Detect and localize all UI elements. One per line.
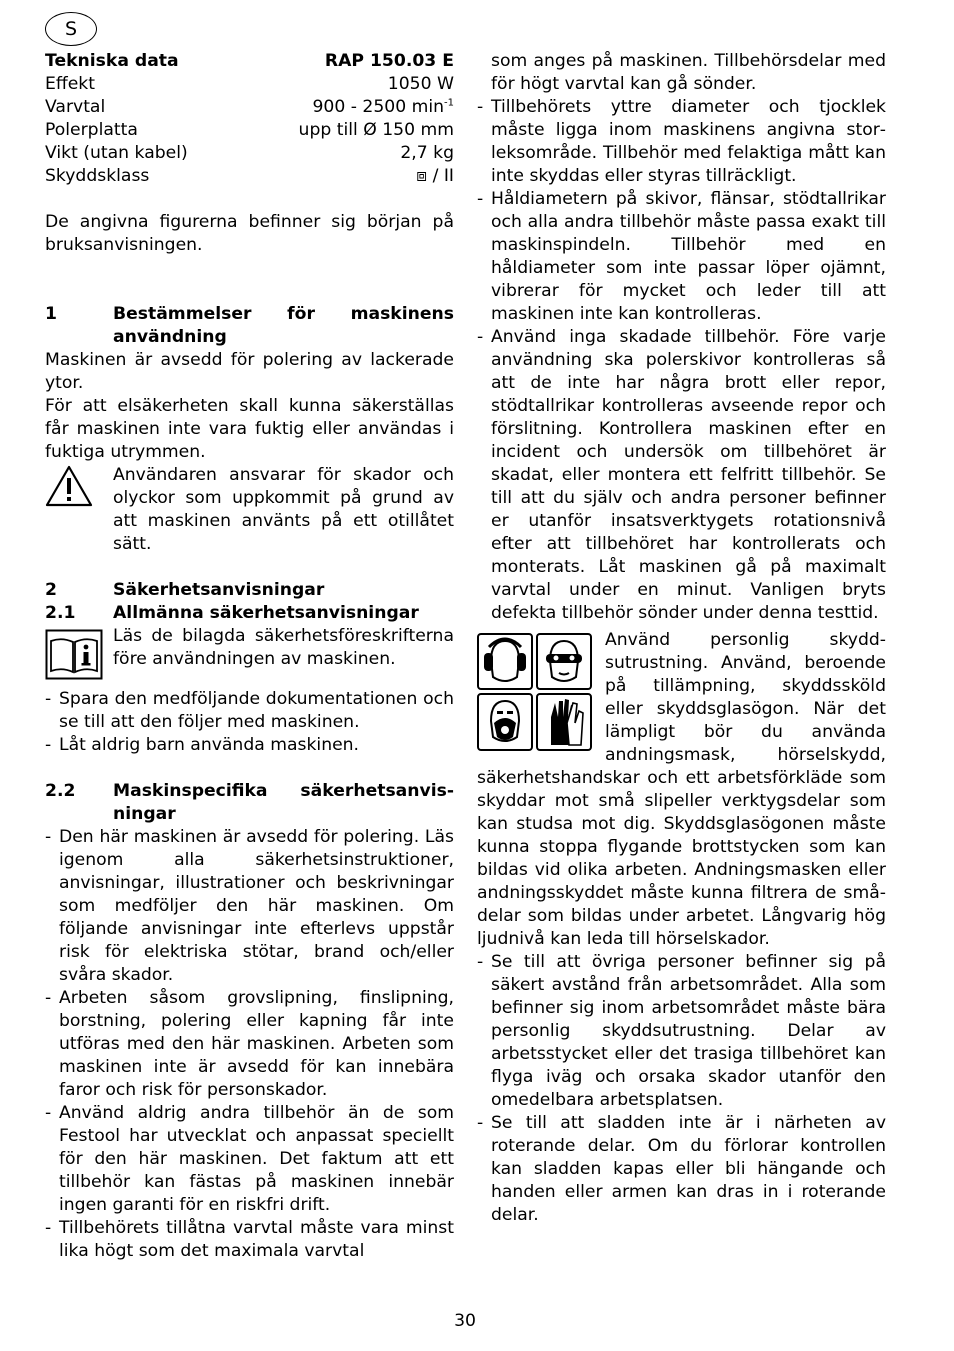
list-item-text: Tillbehörets tillåtna varvtal måste vara minst lika högt som det maximala varvtal bbox=[59, 1218, 454, 1261]
warning-block bbox=[45, 464, 454, 556]
spec-value-text: 900 - 2500 min bbox=[312, 97, 445, 117]
spec-value: 1050 W bbox=[387, 74, 454, 94]
list-item-text: Spara den medföljande dokumentationen och se till att den följer med maskinen. bbox=[59, 689, 454, 732]
spec-header-label: Tekniska data bbox=[45, 51, 179, 71]
list-item bbox=[477, 326, 886, 625]
info-block bbox=[45, 625, 454, 688]
left-column bbox=[45, 50, 454, 1263]
spec-row bbox=[45, 119, 454, 142]
list-item bbox=[45, 734, 454, 757]
section-1-heading bbox=[45, 303, 454, 349]
spec-row bbox=[45, 142, 454, 165]
list-dash: - bbox=[45, 827, 52, 847]
list-item-continuation bbox=[477, 50, 886, 96]
list-item-text: Tillbehörets yttre diameter och tjocklek måste ligga inom maskinens angivna storleksområde. Tillbehör med felaktiga mått kan inte skyddas eller styras tillräckligt. bbox=[491, 97, 886, 186]
spec-label: Effekt bbox=[45, 74, 95, 94]
list-item bbox=[45, 688, 454, 734]
ppe-text: Använd personlig skyddsutrustning. Använd, beroende på tillämpning, skyddssköld eller skyddsglasögon. När det lämpligt bör du använda andningsmask, hörselskydd, säkerhetshandskar och ett arbetsförkläde som skyddar mot små slipeller verktygsdelar som kan studsa mot dig. Skyddsglasögonen måste kunna stoppa flygande brottstycken som kan bildas vid olika arbeten. Andningsmasken eller andningsskyddet måste kunna filtrera de smådelar som bildas under arbetet. Långvarig hög ljudnivå kan leda till hörselskador. bbox=[477, 630, 886, 949]
ppe-block bbox=[477, 629, 886, 951]
section-title: Bestämmelser för maskinens användning bbox=[113, 304, 454, 347]
list-dash: - bbox=[477, 952, 484, 972]
spec-value: ⧈ / II bbox=[416, 166, 454, 186]
section-title: Maskinspecifika säkerhetsanvisningar bbox=[113, 781, 454, 824]
list-dash: - bbox=[45, 735, 52, 755]
list-item bbox=[477, 951, 886, 1112]
intro-text: De angivna figurerna befinner sig början på bruksanvisningen. bbox=[45, 212, 454, 255]
section-1-paragraph: För att elsäkerheten skall kunna säkerställas får maskinen inte vara fuktig eller användas i fuktiga utrymmen. bbox=[45, 396, 454, 462]
list-item-text: Arbeten såsom grovslipning, finslipning, borstning, polering eller kapning får inte utföras med den här maskinen. Arbeten som maskinen inte är avsedd för kan innebära faror och risk för personskador. bbox=[59, 988, 454, 1100]
page-number: 30 bbox=[454, 1311, 476, 1331]
spec-value: upp till Ø 150 mm bbox=[298, 120, 454, 140]
safety-glasses-icon bbox=[537, 634, 591, 689]
spec-row bbox=[45, 73, 454, 96]
list-dash: - bbox=[45, 1103, 52, 1123]
manual-info-icon bbox=[45, 625, 113, 688]
list-item-text: Använd aldrig andra tillbehör än de som Festool har utvecklat och anpassat speciellt för den här maskinen. Det faktum att ett tillbehör kan fästas på maskinen innebär ingen garanti för en riskfri drift. bbox=[59, 1103, 454, 1215]
spec-table bbox=[45, 50, 454, 188]
list-item bbox=[45, 987, 454, 1102]
section-number: 2 bbox=[45, 580, 57, 600]
spec-value: 2,7 kg bbox=[400, 143, 454, 163]
warning-text: Användaren ansvarar för skador och olyckor som uppkommit på grund av att maskinen använts på ett otillåtet sätt. bbox=[113, 465, 454, 554]
list-item-text: Använd inga skadade tillbehör. Före varje användning ska polerskivor kontrolleras så att de inte har några brott eller repor, stödtallrikar kontrolleras avseende repor och förslitning. Kontrollera maskinen efter en incident och undersök om tillbehöret är skadat, eller montera ett felfritt tillbehör. Se till att du själv och andra personer befinner er utanför insatsverktygets rotationsnivå efter att tillbehöret har kontrollerats och monterats. Låt maskinen gå på maximalt varvtal under en minut. Vanligen bryts defekta tillbehör sönder under denna testtid. bbox=[491, 327, 886, 623]
list-item bbox=[477, 1112, 886, 1227]
ppe-icons bbox=[477, 633, 593, 751]
spec-header-model: RAP 150.03 E bbox=[324, 51, 454, 71]
list-dash: - bbox=[477, 1113, 484, 1133]
list-dash: - bbox=[477, 189, 484, 209]
spec-header-row bbox=[45, 50, 454, 73]
list-item bbox=[477, 188, 886, 326]
list-item-text: Låt aldrig barn använda maskinen. bbox=[59, 735, 360, 755]
spec-label: Vikt (utan kabel) bbox=[45, 143, 188, 163]
safety-gloves-icon bbox=[537, 694, 591, 750]
list-dash: - bbox=[45, 689, 52, 709]
section-2-2-heading bbox=[45, 780, 454, 826]
language-badge: S bbox=[45, 12, 97, 46]
section-number: 1 bbox=[45, 304, 57, 324]
spec-value-sup: -1 bbox=[444, 97, 454, 109]
section-1-paragraph: Maskinen är avsedd för polering av lackerade ytor. bbox=[45, 350, 454, 393]
list-item-text: Se till att övriga personer befinner sig på säkert avstånd från arbetsområdet. Alla som befinner sig inom arbetsområdet måste bära personlig skyddsutrustning. Delar av arbetsstycket eller det trasiga tillbehöret kan flyga iväg och orsaka skador utanför den omedelbara arbetsplatsen. bbox=[491, 952, 886, 1110]
section-2-1-heading bbox=[45, 602, 454, 625]
spec-value bbox=[241, 96, 454, 119]
spec-label: Skyddsklass bbox=[45, 166, 150, 186]
section-number: 2.2 bbox=[45, 781, 76, 801]
spec-label: Polerplatta bbox=[45, 120, 138, 140]
list-item-text: Se till att sladden inte är i närheten av roterande delar. Om du förlorar kontrollen kan sladden kapas eller bli hängande och handen eller armen kan dras in i roterande delar. bbox=[491, 1113, 886, 1225]
spec-label: Varvtal bbox=[45, 97, 106, 117]
list-item-text: som anges på maskinen. Tillbehörsdelar med för högt varvtal kan gå sönder. bbox=[491, 51, 886, 94]
list-item bbox=[477, 96, 886, 188]
spec-row bbox=[45, 165, 454, 188]
section-title: Allmänna säkerhetsanvisningar bbox=[113, 603, 419, 623]
ear-protection-icon bbox=[478, 634, 532, 689]
spec-row bbox=[45, 96, 454, 119]
right-column bbox=[477, 50, 886, 1227]
list-dash: - bbox=[45, 1218, 52, 1238]
list-item-text: Den här maskinen är avsedd för polering. Läs igenom alla säkerhetsinstruktioner, anvisningar, illustrationer och beskrivningar som medföljer den här maskinen. Om följande anvisningar inte efterlevs uppstår risk för elektriska stötar, brand och/eller svåra skador. bbox=[59, 827, 454, 985]
section-title: Säkerhetsanvisningar bbox=[113, 580, 325, 600]
section-2-heading bbox=[45, 579, 454, 602]
respirator-icon bbox=[478, 694, 532, 750]
list-item-text: Håldiametern på skivor, flänsar, stödtallrikar och alla andra tillbehör måste passa exakt till maskinspindeln. Tillbehör med en håldiameter som inte passar löper ojämnt, vibrerar för mycket och leder till att maskinen inte kan kontrolleras. bbox=[491, 189, 886, 324]
list-item bbox=[45, 826, 454, 987]
warning-triangle-icon bbox=[45, 464, 113, 515]
list-dash: - bbox=[477, 327, 484, 347]
list-item bbox=[45, 1217, 454, 1263]
list-dash: - bbox=[477, 97, 484, 117]
info-text: Läs de bilagda säkerhetsföreskrifterna före användningen av maskinen. bbox=[113, 626, 454, 669]
section-number: 2.1 bbox=[45, 603, 76, 623]
list-dash: - bbox=[45, 988, 52, 1008]
list-item bbox=[45, 1102, 454, 1217]
